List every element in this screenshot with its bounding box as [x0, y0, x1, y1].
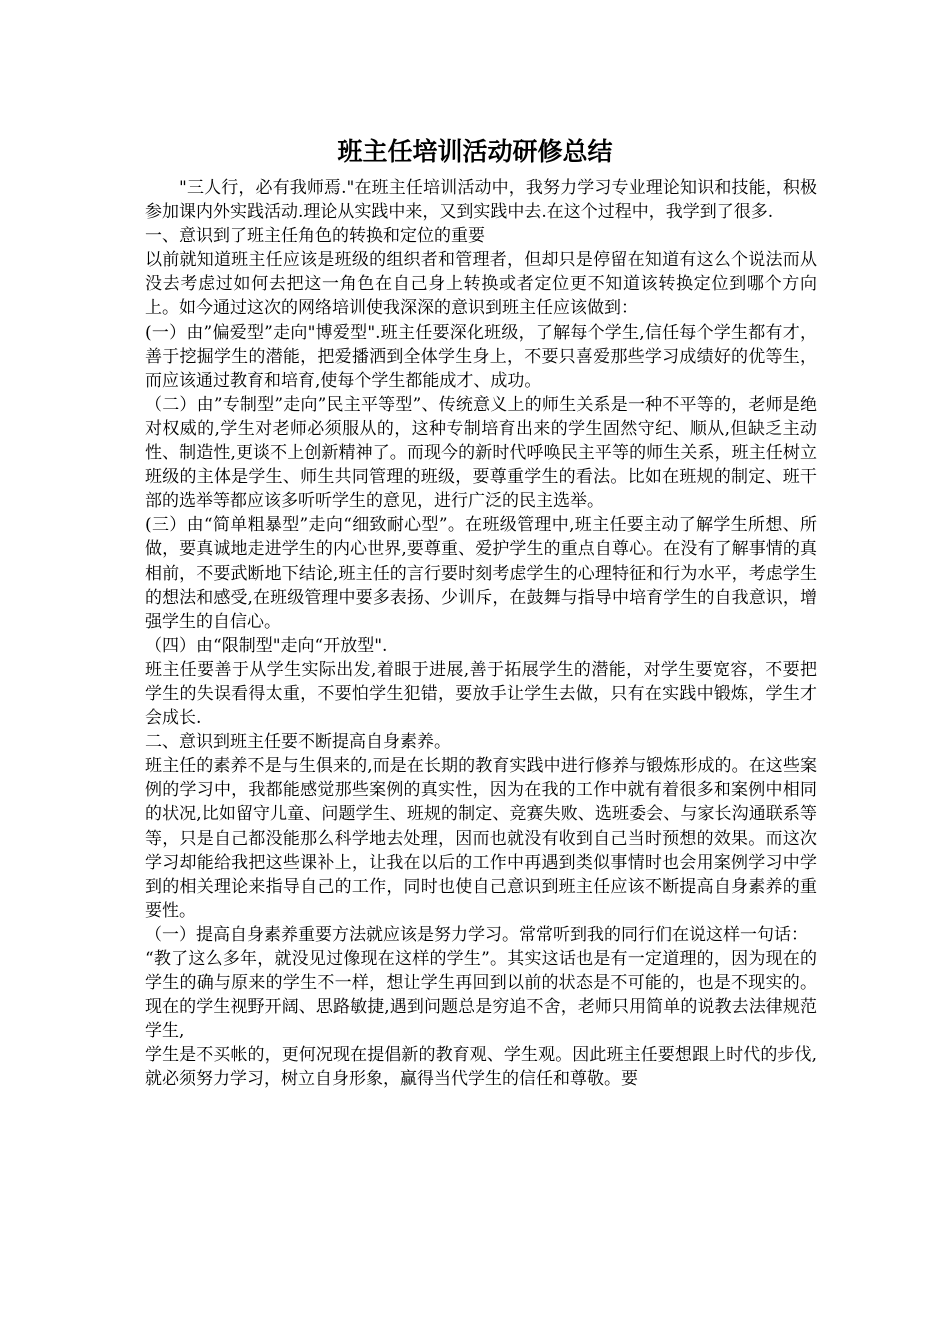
intro-paragraph: "三人行，必有我师焉."在班主任培训活动中，我努力学习专业理论知识和技能，积极参加课内外实践活动.理论从实践中来，又到实践中去.在这个过程中，我学到了很多.: [145, 178, 817, 223]
section-heading-1: 一、意识到了班主任角色的转换和定位的重要: [145, 226, 485, 247]
paragraph: 班主任要善于从学生实际出发,着眼于进展,善于拓展学生的潜能，对学生要宽容，不要把学生的失误看得太重，不要怕学生犯错，要放手让学生去做，只有在实践中锻炼，学生才会成长.: [145, 659, 817, 729]
paragraph: （一）提高自身素养重要方法就应该是努力学习。常常听到我的同行们在说这样一句话：: [145, 924, 808, 945]
subheading: （四）由“限制型"走向“开放型".: [145, 635, 388, 656]
paragraph: 以前就知道班主任应该是班级的组织者和管理者，但却只是停留在知道有这么个说法而从没去考虑过如何去把这一角色在自己身上转换或者定位更不知道该转换定位到哪个方向上。如今通过这次的网络培训使我深深的意识到班主任应该做到：: [145, 250, 817, 319]
document-body: [145, 176, 817, 1092]
paragraph: 学生是不买帐的，更何况现在提倡新的教育观、学生观。因此班主任要想跟上时代的步伐,就必须努力学习，树立自身形象，赢得当代学生的信任和尊敬。要: [145, 1045, 817, 1090]
document-title: 班主任培训活动研修总结: [337, 137, 613, 166]
paragraph: (一）由”偏爱型”走向"博爱型".班主任要深化班级，了解每个学生,信任每个学生都有才，善于挖掘学生的潜能，把爱播洒到全体学生身上，不要只喜爱那些学习成绩好的优等生，而应该通过教育和培育,使每个学生都能成才、成功。: [145, 322, 817, 391]
paragraph: （二）由”专制型”走向”民主平等型”、传统意义上的师生关系是一种不平等的，老师是绝对权威的,学生对老师必须服从的，这种专制培育出来的学生固然守纪、顺从,但缺乏主动性、制造性,更谈不上创新精神了。而现今的新时代呼唤民主平等的师生关系，班主任树立班级的主体是学生、师生共同管理的班级，要尊重学生的看法。比如在班规的制定、班干部的选举等都应该多听听学生的意见，进行广泛的民主选举。: [145, 394, 817, 512]
paragraph: “教了这么多年，就没见过像现在这样的学生”。其实这话也是有一定道理的，因为现在的学生的确与原来的学生不一样，想让学生再回到以前的状态是不可能的，也是不现实的。现在的学生视野开阔、思路敏捷,遇到问题总是穷追不舍，老师只用简单的说教去法律规范学生,: [145, 949, 817, 1042]
section-heading-2: 二、意识到班主任要不断提高自身素养。: [145, 732, 451, 753]
paragraph: (三）由“简单粗暴型”走向“细致耐心型”。在班级管理中,班主任要主动了解学生所想、所做，要真诚地走进学生的内心世界,要尊重、爱护学生的重点自尊心。在没有了解事情的真相前，不要武断地下结论,班主任的言行要时刻考虑学生的心理特征和行为水平，考虑学生的想法和感受,在班级管理中要多表扬、少训斥，在鼓舞与指导中培育学生的自我意识，增强学生的自信心。: [145, 515, 817, 632]
paragraph: 班主任的素养不是与生俱来的,而是在长期的教育实践中进行修养与锻炼形成的。在这些案例的学习中，我都能感觉那些案例的真实性，因为在我的工作中就有着很多和案例中相同的状况,比如留守儿童、问题学生、班规的制定、竞赛失败、选班委会、与家长沟通联系等等，只是自己都没能那么科学地去处理，因而也就没有收到自己当时预想的效果。而这次学习却能给我把这些课补上，让我在以后的工作中再遇到类似事情时也会用案例学习中学到的相关理论来指导自己的工作，同时也使自己意识到班主任应该不断提高自身素养的重要性。: [145, 756, 817, 921]
